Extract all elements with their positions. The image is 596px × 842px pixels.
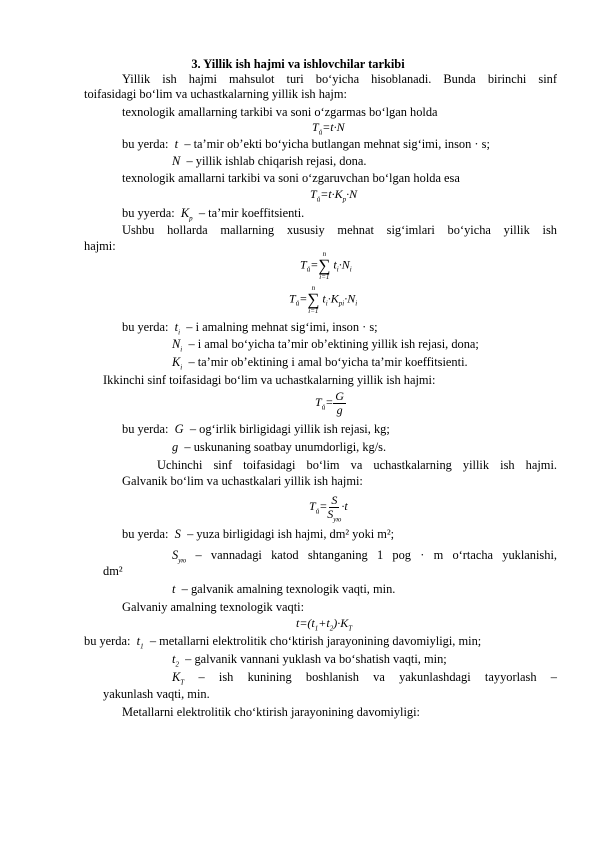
definition-t2: [172, 652, 447, 667]
definition-t-text: – ta’mir ob’ekti bo‘yicha butlangan mehnat sig‘imi, inson · s;: [184, 137, 490, 151]
symbol-kt: $K_T$: [172, 670, 185, 687]
definition-ni-text: – i amal bo‘yicha ta’mir ob’ektining yillik ish rejasi, dona;: [188, 337, 479, 351]
where-label: bu yerda:: [84, 634, 131, 648]
definition-n-text: – yillik ishlab chiqarish rejasi, dona.: [186, 154, 367, 168]
symbol-kp: $K_p$: [177, 206, 193, 223]
symbol-t: t: [171, 137, 182, 151]
definition-ti: [122, 320, 378, 335]
paragraph-galvanic: Galvanik bo‘lim va uchastkalari yillik ish hajmi:: [122, 474, 363, 488]
definition-ki-text: – ta’mir ob’ektining i amal bo‘yicha ta’mir koeffitsienti.: [188, 355, 468, 369]
definition-ni: [172, 337, 479, 352]
paragraph-intro-line1: Yillik ish hajmi mahsulot turi bo‘yicha hisoblanadi. Bunda birinchi sinf: [122, 72, 557, 86]
definition-ti-text: – i amalning mehnat sig‘imi, inson · s;: [186, 320, 378, 334]
definition-syu-text: – vannadagi katod shtanganing 1 pog · m o‘rtacha yuklanishi,: [195, 548, 557, 562]
sum-symbol: n ∑ i=1: [318, 250, 331, 281]
symbol-ni: $N_i$: [172, 337, 183, 354]
symbol-s: S: [171, 527, 184, 541]
formula-g-over-g: $T_ŭ=$ $\frac{G}{g}$: [315, 388, 344, 417]
definition-kt-text: – ish kunining boshlanish va yakunlashdagi tayyorlash –: [198, 670, 557, 684]
paragraph-variable-case: texnologik amallarni tarkibi va soni o‘zgaruvchan bo‘lgan holda esa: [122, 171, 460, 185]
definition-gperf: [172, 440, 386, 455]
sum-symbol: n ∑ i=1: [307, 284, 320, 315]
where-label: bu yerda:: [122, 527, 169, 541]
paragraph-private-line2: hajmi:: [84, 239, 116, 253]
definition-gmass: [122, 422, 390, 437]
paragraph-constant-case: texnologik amallarning tarkibi va soni o‘zgarmas bo‘lgan holda: [122, 105, 438, 119]
formula-s-over-syu-t: $T_ŭ=$ $\frac{S}{S_{yю}}$ ·t: [309, 492, 348, 524]
paragraph-second-class: Ikkinchi sinf toifasidagi bo‘lim va uchastkalarning yillik ish hajmi:: [103, 373, 436, 387]
definition-ki: [172, 355, 468, 370]
symbol-gmass: G: [171, 422, 187, 436]
definition-s: [122, 527, 394, 542]
where-label: bu yerda:: [122, 320, 169, 334]
paragraph-private-line1: Ushbu hollarda mallarning xususiy mehnat sig‘imlari bo‘yicha yillik ish: [122, 223, 557, 237]
definition-t: [122, 137, 490, 152]
definition-tg-text: – galvanik amalning texnologik vaqti, min.: [181, 582, 396, 596]
symbol-t2: $t_2$: [172, 652, 179, 669]
formula-sum-ti-ni: $T_ŭ=$ n ∑ i=1 $t_i\cdot N_i$: [300, 250, 352, 281]
definition-n: [172, 154, 366, 169]
paragraph-galvanic-time: Galvaniy amalning texnologik vaqti:: [122, 600, 305, 614]
section-heading: 3. Yillik ish hajmi va ishlovchilar tarkibi: [191, 57, 405, 71]
formula-t-kp-n: $T_ŭ=t\cdot K_p\cdot N$: [310, 187, 358, 204]
where-label: bu yyerda:: [122, 206, 175, 220]
symbol-t1: $t_1$: [133, 634, 144, 651]
paragraph-electrolytic: Metallarni elektrolitik cho‘ktirish jarayonining davomiyligi:: [122, 705, 420, 719]
definition-s-text: – yuza birligidagi ish hajmi, dm² yoki m²;: [187, 527, 395, 541]
definition-t1-text: – metallarni elektrolitik cho‘ktirish jarayonining davomiyligi, min;: [149, 634, 482, 648]
definition-gmass-text: – og‘irlik birligidagi yillik ish rejasi, kg;: [189, 422, 390, 436]
definition-kt: [172, 670, 557, 685]
definition-t1: [84, 634, 481, 649]
paragraph-third-class: Uchinchi sinf toifasidagi bo‘lim va uchastkalarning yillik ish hajmi.: [157, 458, 557, 472]
paragraph-intro-line2: toifasidagi bo‘lim va uchastkalarning yillik ish hajm:: [84, 87, 347, 101]
fraction: $\frac{S}{S_{yю}}$: [327, 492, 342, 524]
definition-tg: [172, 582, 395, 597]
where-label: bu yerda:: [122, 137, 169, 151]
definition-gperf-text: – uskunaning soatbay unumdorligi, kg/s.: [184, 440, 387, 454]
symbol-gperf: g: [172, 440, 182, 454]
symbol-ki: $K_i$: [172, 355, 183, 372]
definition-syu: [172, 548, 557, 563]
definition-kt-continued: yakunlash vaqti, min.: [103, 687, 210, 701]
symbol-tg: t: [172, 582, 179, 596]
formula-t-equals-t-n: $T_ŭ=t\cdot N$: [312, 120, 345, 137]
symbol-n: N: [172, 154, 184, 168]
formula-t-sum-kt: $t=(t_1+t_2)\cdot K_T$: [296, 616, 353, 633]
symbol-ti: $t_i$: [171, 320, 181, 337]
definition-t2-text: – galvanik vannani yuklash va bo‘shatish vaqti, min;: [185, 652, 447, 666]
definition-kp-text: – ta’mir koeffitsienti.: [198, 206, 305, 220]
fraction: $\frac{G}{g}$: [335, 388, 344, 417]
formula-sum-ti-kpi-ni: $T_ŭ=$ n ∑ i=1 $t_i\cdot K_{pi}\cdot N_i$: [289, 284, 358, 315]
definition-syu-unit: dm²: [103, 564, 123, 578]
definition-kp: [122, 206, 304, 221]
where-label: bu yerda:: [122, 422, 169, 436]
symbol-syu: $S_{yю}$: [172, 548, 187, 565]
